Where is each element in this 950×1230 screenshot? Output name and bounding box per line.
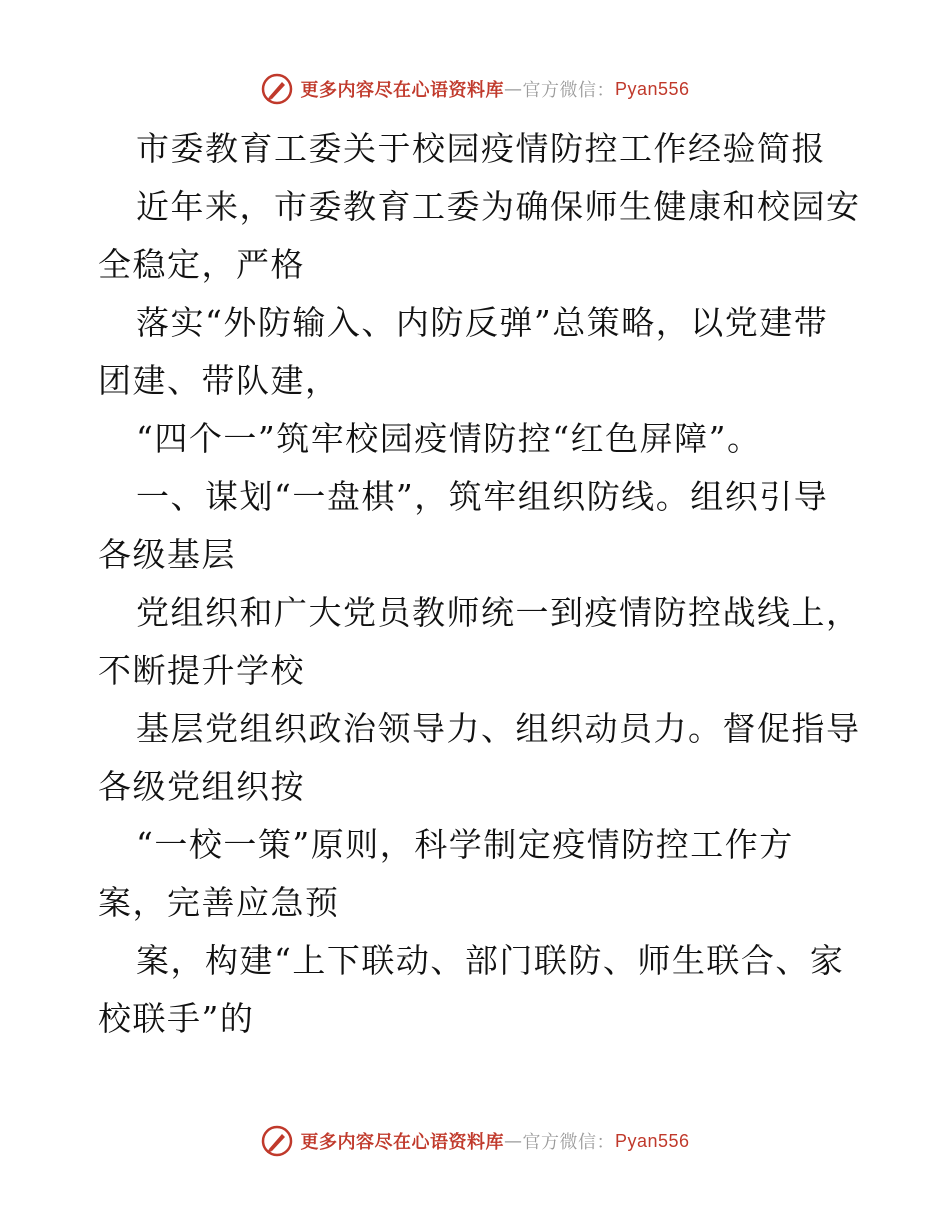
document-line: 基层党组织政治领导力、组织动员力。督促指导 xyxy=(136,709,861,748)
banner-wechat-id: Pyan556 xyxy=(614,78,690,99)
pen-logo-icon xyxy=(260,1124,294,1158)
document-line: 落实“外防输入、内防反弹”总策略，以党建带 xyxy=(136,303,829,342)
banner-dash: — xyxy=(503,78,523,100)
document-line: 校联手”的 xyxy=(98,999,255,1038)
document-line: 市委教育工委关于校园疫情防控工作经验简报 xyxy=(136,129,826,168)
banner-site-text: 更多内容尽在心语资料库 xyxy=(300,80,504,101)
document-line: 案，完善应急预 xyxy=(98,883,340,922)
document-line: 各级基层 xyxy=(98,535,236,574)
banner-wechat-id: Pyan556 xyxy=(614,1130,690,1151)
document-line: 不断提升学校 xyxy=(98,651,305,690)
banner-dash: — xyxy=(503,1130,523,1152)
document-body xyxy=(98,120,861,1048)
document-line: 近年来，市委教育工委为确保师生健康和校园安 xyxy=(136,187,861,226)
footer-banner xyxy=(0,1124,950,1158)
document-line: “四个一”筑牢校园疫情防控“红色屏障”。 xyxy=(136,419,762,458)
document-line: 一、谋划“一盘棋”，筑牢组织防线。组织引导 xyxy=(136,477,829,516)
document-line: 各级党组织按 xyxy=(98,767,305,806)
pen-logo-icon xyxy=(260,72,294,106)
header-banner xyxy=(0,72,950,106)
banner-wechat-label: 官方微信： xyxy=(522,1132,615,1153)
document-line: “一校一策”原则，科学制定疫情防控工作方 xyxy=(136,825,794,864)
document-line: 党组织和广大党员教师统一到疫情防控战线上， xyxy=(136,593,861,632)
document-line: 全稳定，严格 xyxy=(98,245,305,284)
banner-wechat-label: 官方微信： xyxy=(522,80,615,101)
document-line: 团建、带队建， xyxy=(98,361,340,400)
document-line: 案，构建“上下联动、部门联防、师生联合、家 xyxy=(136,941,845,980)
banner-site-text: 更多内容尽在心语资料库 xyxy=(300,1132,504,1153)
